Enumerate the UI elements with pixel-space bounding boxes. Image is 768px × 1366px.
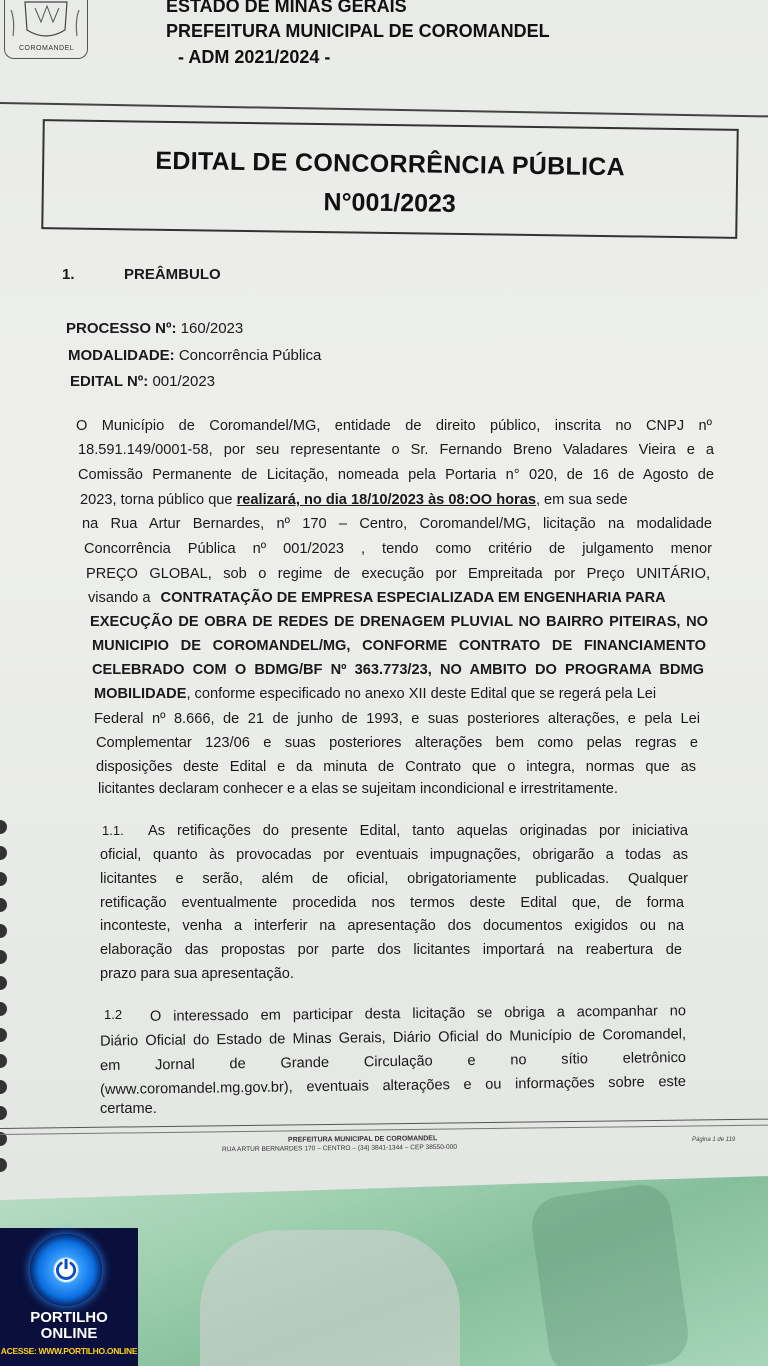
item-1-2-line: Diário Oficial do Estado de Minas Gerais, Diário Oficial do Município de Coromandel,: [99, 1026, 687, 1050]
preamble-line: PREÇO GLOBAL, sob o regime de execução por Empreitada por Preço UNITÁRIO,: [86, 566, 710, 582]
crest-icon: [5, 0, 87, 44]
item-1-1-line: As retificações do presente Edital, tanto aquelas originadas por iniciativa: [148, 823, 688, 839]
edital-line: [70, 373, 215, 390]
watermark-name-1: PORTILHO: [30, 1309, 108, 1326]
preamble-line: licitantes declaram conhecer e a elas se sujeitam incondicional e irrestritamente.: [98, 781, 618, 797]
preamble-line: O Município de Coromandel/MG, entidade de direito público, inscrita no CNPJ nº: [76, 418, 712, 434]
preamble-text: , em sua sede: [535, 492, 628, 508]
header-prefeitura: PREFEITURA MUNICIPAL DE COROMANDEL: [166, 21, 550, 41]
footer-name: PREFEITURA MUNICIPAL DE COROMANDEL: [287, 1135, 438, 1144]
cloth-fold: [200, 1230, 460, 1366]
preamble-line: 18.591.149/0001-58, por seu representante o Sr. Fernando Breno Valadares Vieira e a: [78, 442, 714, 458]
item-1-1-line: prazo para sua apresentação.: [100, 966, 294, 982]
preamble-line: Comissão Permanente de Licitação, nomeada pela Portaria n° 020, de 16 de Agosto de: [78, 467, 714, 483]
item-1-1-line: retificação eventualmente procedida nos termos deste Edital que, de forma: [100, 895, 684, 911]
edital-title: EDITAL DE CONCORRÊNCIA PÚBLICA: [155, 146, 626, 182]
item-1-1-number: 1.1.: [102, 823, 124, 838]
power-icon: ⏻: [55, 1255, 77, 1285]
processo-value: 160/2023: [180, 320, 244, 337]
modalidade-value: Concorrência Pública: [178, 347, 322, 364]
cloth-fold: [528, 1181, 692, 1366]
binding-holes: [0, 820, 8, 1200]
item-1-2-line: (www.coromandel.mg.gov.br), eventuais alterações e ou informações sobre este: [99, 1073, 687, 1099]
object-text: CONTRATAÇÃO DE EMPRESA ESPECIALIZADA EM ENGENHARIA PARA: [160, 590, 666, 606]
preamble-line: Complementar 123/06 e suas posteriores alterações bem como pelas regras e: [96, 735, 698, 751]
modalidade-label: MODALIDADE:: [68, 347, 175, 364]
edital-title-box: [41, 119, 738, 239]
preamble-line: [94, 686, 706, 702]
preamble-line: Federal nº 8.666, de 21 de junho de 1993, e suas posteriores alterações, e pela Lei: [94, 711, 700, 727]
item-1-2-line: certame.: [100, 1101, 157, 1117]
item-1-2-line: O interessado em participar desta licitação se obriga a acompanhar no: [149, 1003, 687, 1025]
object-line: MUNICIPIO DE COROMANDEL/MG, CONFORME CONTRATO DE FINANCIAMENTO: [92, 638, 706, 654]
modalidade-line: [68, 347, 321, 364]
item-1-2-line: em Jornal de Grande Circulação e no sítio eletrônico: [99, 1049, 687, 1075]
edital-label: EDITAL Nº:: [70, 373, 149, 390]
item-1-2-number: 1.2: [104, 1007, 123, 1022]
section-number: 1.: [62, 266, 75, 283]
preamble-line: [80, 492, 716, 508]
item-1-1-line: oficial, quanto às provocadas por eventuais impugnações, obrigarão a todas as: [100, 847, 688, 863]
preamble-line: [88, 590, 710, 606]
processo-line: [66, 320, 243, 337]
edital-number: N°001/2023: [323, 188, 457, 218]
preamble-text: , conforme especificado no anexo XII deste Edital que se regerá pela Lei: [186, 686, 657, 702]
object-line: EXECUÇÃO DE OBRA DE REDES DE DRENAGEM PLUVIAL NO BAIRRO PITEIRAS, NO: [90, 614, 708, 630]
session-date-highlight: realizará, no dia 18/10/2023 às 08:OO horas: [236, 492, 536, 508]
section-heading: PREÂMBULO: [124, 266, 221, 283]
edital-value: 001/2023: [152, 373, 216, 390]
preamble-text: visando a: [88, 590, 151, 606]
header-adm: - ADM 2021/2024 -: [178, 47, 331, 67]
preamble-text: 2023, torna público que: [80, 492, 233, 508]
object-line: CELEBRADO COM O BDMG/BF Nº 363.773/23, NO AMBITO DO PROGRAMA BDMG: [92, 662, 704, 678]
portilho-online-watermark: [0, 1228, 138, 1366]
footer-page-number: Página 1 de 119: [692, 1137, 736, 1143]
header-text: [166, 0, 550, 70]
watermark-site: ACESSE: WWW.PORTILHO.ONLINE: [0, 1346, 138, 1356]
preamble-line: na Rua Artur Bernardes, nº 170 – Centro, Coromandel/MG, licitação na modalidade: [82, 516, 712, 532]
footer-address: RUA ARTUR BERNARDES 170 – CENTRO – (34) 3841-1344 – CEP 38550-000: [221, 1143, 458, 1154]
item-1-1-line: elaboração das propostas por parte dos licitantes importará na reabertura de: [100, 942, 682, 958]
header-state: ESTADO DE MINAS GERAIS: [166, 0, 407, 16]
preamble-line: Concorrência Pública nº 001/2023 , tendo como critério de julgamento menor: [84, 541, 712, 557]
item-1-1-line: inconteste, venha a interferir na apresentação dos documentos exigidos ou na: [100, 918, 684, 934]
item-1-1-line: licitantes e serão, além de oficial, obrigatoriamente publicadas. Qualquer: [100, 871, 688, 887]
preamble-line: disposições deste Edital e da minuta de Contrato que o integra, normas que as: [96, 759, 696, 775]
coat-of-arms-logo: [4, 0, 88, 59]
logo-city-text: COROMANDEL: [19, 45, 75, 52]
watermark-name-2: ONLINE: [40, 1325, 98, 1342]
object-text: MOBILIDADE: [94, 686, 187, 702]
processo-label: PROCESSO Nº:: [66, 320, 177, 337]
